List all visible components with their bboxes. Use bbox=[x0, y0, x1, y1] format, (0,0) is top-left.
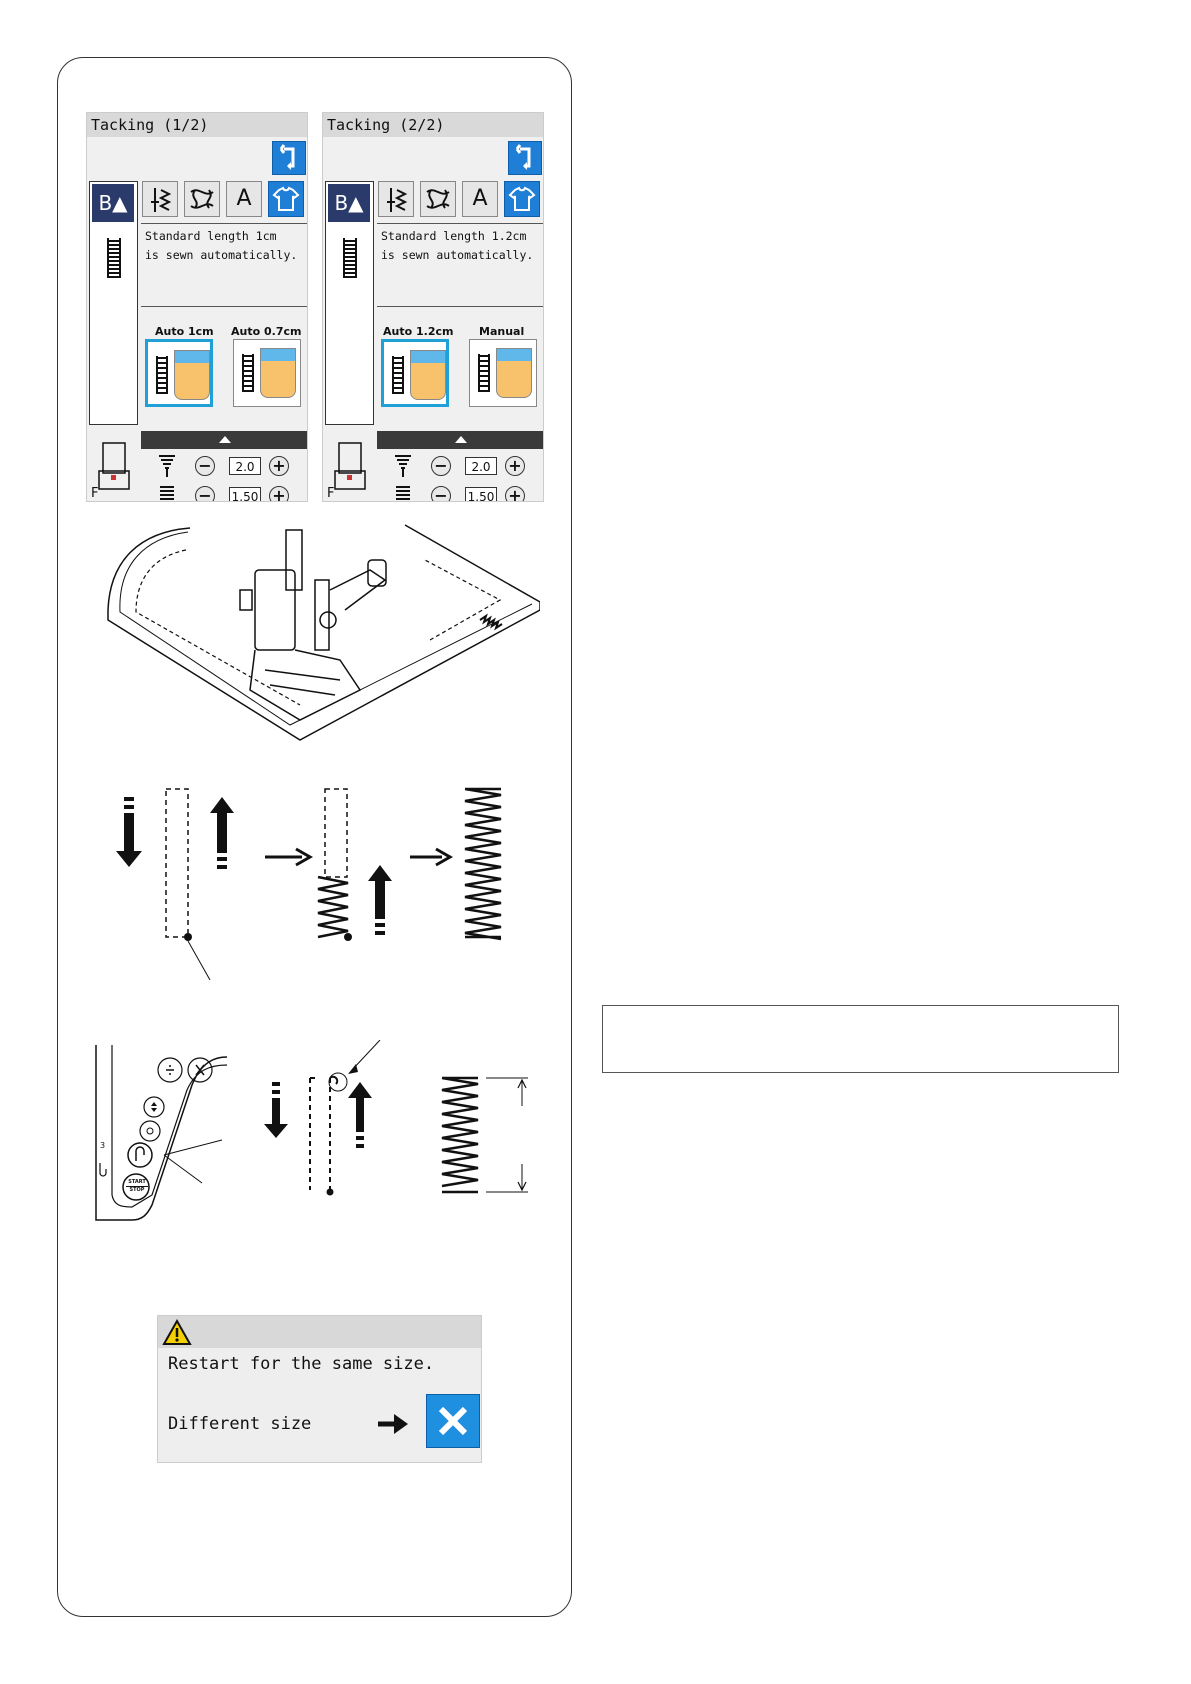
finished-tack bbox=[465, 789, 501, 939]
cancel-x-button[interactable] bbox=[426, 1394, 480, 1448]
pocket-icon bbox=[410, 350, 446, 400]
length-row bbox=[141, 481, 308, 502]
info-message bbox=[381, 227, 541, 265]
fabric-sewing-illustration bbox=[100, 520, 540, 760]
control-panel-drawing bbox=[92, 1045, 262, 1225]
tack-stitch-icon bbox=[478, 354, 490, 392]
tack-stitch-icon bbox=[156, 356, 168, 394]
stitch-width-icon bbox=[157, 454, 177, 478]
start-label: START bbox=[128, 1179, 146, 1185]
presser-foot-indicator bbox=[325, 431, 374, 501]
length-value: 1.50 bbox=[229, 487, 261, 502]
length-minus-button[interactable]: − bbox=[431, 486, 451, 502]
tab-utility[interactable] bbox=[378, 181, 414, 217]
tab-garment[interactable] bbox=[504, 181, 540, 217]
tab-garment[interactable] bbox=[268, 181, 304, 217]
category-tabs bbox=[378, 181, 544, 219]
option-1-button[interactable] bbox=[145, 339, 213, 407]
selected-pattern-column bbox=[89, 181, 138, 425]
message-line-1: Standard length 1cm bbox=[145, 229, 277, 243]
pocket-icon bbox=[260, 348, 296, 398]
stitch-length-icon bbox=[157, 484, 177, 502]
width-value: 2.0 bbox=[465, 457, 497, 475]
return-arrow-icon bbox=[273, 142, 305, 174]
warning-dialog bbox=[157, 1315, 482, 1463]
presser-foot-indicator bbox=[89, 431, 138, 501]
presser-foot-icon bbox=[329, 441, 373, 493]
decorative-stitch-icon bbox=[185, 182, 219, 216]
width-row bbox=[377, 451, 544, 481]
bartack-b-button[interactable]: B▲ bbox=[328, 184, 370, 222]
right-arrow-icon bbox=[265, 849, 310, 865]
warning-icon bbox=[162, 1318, 192, 1346]
start-stop-button[interactable] bbox=[126, 1179, 148, 1194]
shirt-icon bbox=[505, 182, 539, 216]
tack-stitches bbox=[480, 616, 502, 628]
pocket-icon bbox=[496, 348, 532, 398]
message-line-2: is sewn automatically. bbox=[381, 248, 534, 262]
category-tabs bbox=[142, 181, 308, 219]
tab-letters[interactable]: A bbox=[462, 181, 498, 217]
divider bbox=[377, 306, 544, 307]
message-line-2: is sewn automatically. bbox=[145, 248, 298, 262]
presser-foot-drawing bbox=[240, 530, 386, 720]
expand-bar[interactable] bbox=[377, 431, 544, 449]
option-2-label: Auto 0.7cm bbox=[231, 325, 302, 338]
close-icon bbox=[427, 1395, 479, 1447]
length-minus-button[interactable]: − bbox=[195, 486, 215, 502]
expand-bar[interactable] bbox=[141, 431, 308, 449]
lcd-screen-tacking-2 bbox=[322, 112, 544, 502]
tack-stitch-icon bbox=[242, 354, 254, 392]
different-size-label: Different size bbox=[168, 1414, 312, 1434]
width-minus-button[interactable]: − bbox=[195, 456, 215, 476]
divider bbox=[141, 223, 308, 224]
screen-title: Tacking (2/2) bbox=[323, 113, 543, 137]
tab-utility[interactable] bbox=[142, 181, 178, 217]
shirt-icon bbox=[269, 182, 303, 216]
length-value: 1.50 bbox=[465, 487, 497, 502]
stitch-length-icon bbox=[393, 484, 413, 502]
right-arrow-icon bbox=[376, 1412, 410, 1436]
down-arrow-icon bbox=[264, 1082, 288, 1138]
tab-letters[interactable]: A bbox=[226, 181, 262, 217]
foot-label: F bbox=[91, 486, 99, 501]
length-plus-button[interactable]: + bbox=[505, 486, 525, 502]
tack-stitch-icon bbox=[343, 238, 357, 278]
pocket-icon bbox=[174, 350, 210, 400]
width-row bbox=[141, 451, 308, 481]
lcd-screen-tacking-1 bbox=[86, 112, 308, 502]
utility-stitch-icon bbox=[379, 182, 413, 216]
width-plus-button[interactable]: + bbox=[505, 456, 525, 476]
stitch-path bbox=[166, 789, 188, 937]
right-arrow-icon bbox=[410, 849, 450, 865]
utility-stitch-icon bbox=[143, 182, 177, 216]
warning-header bbox=[158, 1316, 481, 1348]
selected-pattern-column bbox=[325, 181, 374, 425]
tack-stitch-icon bbox=[107, 238, 121, 278]
option-1-button[interactable] bbox=[381, 339, 449, 407]
message-line-1: Standard length 1.2cm bbox=[381, 229, 527, 243]
info-message bbox=[145, 227, 305, 265]
tab-decorative[interactable] bbox=[420, 181, 456, 217]
return-button[interactable] bbox=[508, 141, 542, 175]
width-value: 2.0 bbox=[229, 457, 261, 475]
option-2-button[interactable] bbox=[233, 339, 301, 407]
up-arrow-icon bbox=[348, 1082, 372, 1148]
bartack-b-button[interactable]: B▲ bbox=[92, 184, 134, 222]
up-arrow-icon bbox=[368, 865, 392, 935]
tacking-sequence-diagram bbox=[110, 785, 540, 985]
return-arrow-icon bbox=[509, 142, 541, 174]
length-row bbox=[377, 481, 544, 502]
divider bbox=[141, 306, 308, 307]
reverse-icon bbox=[136, 1147, 144, 1161]
zigzag-stitch bbox=[318, 877, 348, 937]
up-arrow-icon bbox=[210, 797, 234, 869]
tack-stitch-icon bbox=[392, 356, 404, 394]
option-2-button[interactable] bbox=[469, 339, 537, 407]
foot-label: F bbox=[327, 486, 335, 501]
manual-tack-stitch bbox=[442, 1078, 478, 1192]
presser-foot-icon bbox=[93, 441, 137, 493]
down-arrow-icon bbox=[116, 797, 142, 867]
stitch-width-icon bbox=[393, 454, 413, 478]
screen-title: Tacking (1/2) bbox=[87, 113, 307, 137]
button-number: 3 bbox=[100, 1141, 106, 1150]
panel-outline bbox=[92, 1045, 262, 1225]
decorative-stitch-icon bbox=[421, 182, 455, 216]
option-1-label: Auto 1cm bbox=[155, 325, 214, 338]
width-plus-button[interactable]: + bbox=[269, 456, 289, 476]
length-plus-button[interactable]: + bbox=[269, 486, 289, 502]
divider bbox=[377, 223, 544, 224]
return-button[interactable] bbox=[272, 141, 306, 175]
note-box bbox=[602, 1005, 1119, 1073]
tab-decorative[interactable] bbox=[184, 181, 220, 217]
manual-length-diagram bbox=[260, 1040, 540, 1200]
option-1-label: Auto 1.2cm bbox=[383, 325, 454, 338]
width-minus-button[interactable]: − bbox=[431, 456, 451, 476]
option-2-label: Manual bbox=[479, 325, 525, 338]
stop-label: STOP bbox=[126, 1186, 148, 1194]
restart-message: Restart for the same size. bbox=[168, 1354, 435, 1374]
